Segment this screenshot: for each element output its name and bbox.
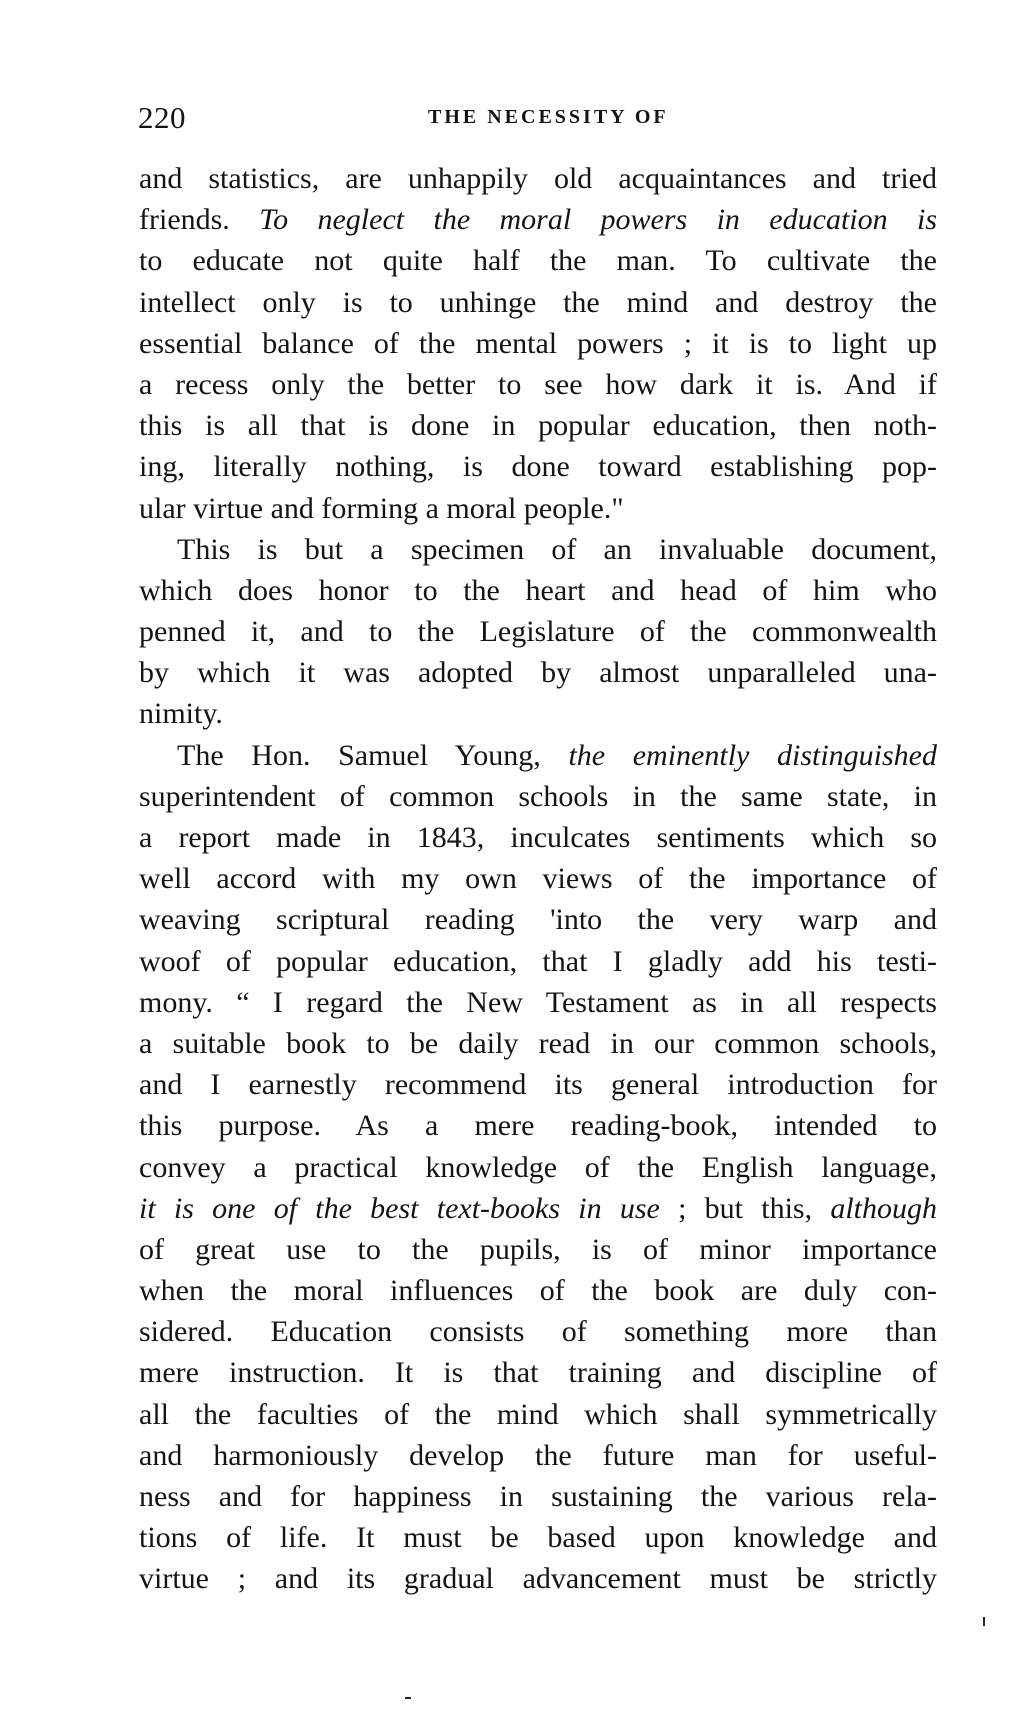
text-segment: penned it, and to the Legislature of the commonwealth <box>139 615 937 649</box>
text-line <box>139 941 937 982</box>
text-segment: ness and for happiness in sustaining the various rela- <box>139 1480 937 1513</box>
text-segment: sidered. Education consists of something more than <box>139 1315 937 1349</box>
text-segment: a suitable book to be daily read in our common schools, <box>139 1026 937 1060</box>
text-line <box>139 158 937 199</box>
text-segment: weaving scriptural reading 'into the very warp and <box>139 903 937 937</box>
text-segment: this purpose. As a mere reading-book, intended to <box>139 1109 937 1143</box>
text-segment: intellect only is to unhinge the mind and destroy the <box>139 285 937 319</box>
text-line <box>139 529 937 570</box>
text-line <box>139 488 937 529</box>
text-line <box>139 1147 937 1188</box>
text-line <box>139 364 937 405</box>
text-line <box>139 199 937 240</box>
text-segment: and I earnestly recommend its general introduction for <box>139 1068 937 1102</box>
text-line <box>139 282 937 323</box>
text-segment: The Hon. Samuel Young, <box>177 738 569 772</box>
text-segment: which does honor to the heart and head of him who <box>139 573 937 607</box>
text-segment: and statistics, are unhappily old acquaintances and tried <box>139 162 937 195</box>
text-line <box>139 323 937 364</box>
text-line <box>139 1352 937 1393</box>
text-segment: woof of popular education, that I gladly add his testi- <box>139 944 937 978</box>
text-segment: ular virtue and forming a moral people." <box>139 491 624 525</box>
scan-speck <box>983 1617 985 1626</box>
running-title: THE NECESSITY OF <box>428 106 669 128</box>
text-line <box>139 1476 937 1517</box>
text-line <box>139 611 937 652</box>
text-segment: mony. “ I regard the New Testament as in all respects <box>139 985 937 1019</box>
text-segment: this is all that is done in popular education, then noth- <box>139 409 937 443</box>
text-segment: superintendent of common schools in the same state, in <box>139 779 937 813</box>
text-line <box>139 1311 937 1352</box>
text-line <box>139 240 937 281</box>
text-line <box>139 982 937 1023</box>
text-segment: mere instruction. It is that training and discipline of <box>139 1356 937 1390</box>
text-line <box>139 405 937 446</box>
scan-speck <box>405 1697 411 1699</box>
text-line <box>139 735 937 776</box>
text-line <box>139 1023 937 1064</box>
text-line <box>139 1270 937 1311</box>
text-line <box>139 1517 937 1558</box>
text-segment: the eminently distinguished <box>568 738 938 772</box>
text-line <box>139 1188 937 1229</box>
text-segment: to educate not quite half the man. To cultivate the <box>139 244 937 278</box>
text-line <box>139 1558 937 1599</box>
text-segment: a recess only the better to see how dark it is. And if <box>139 367 937 401</box>
text-line <box>139 817 937 858</box>
text-segment: of great use to the pupils, is of minor importance <box>139 1232 937 1266</box>
text-segment: convey a practical knowledge of the English language, <box>139 1150 937 1184</box>
text-line <box>139 899 937 940</box>
text-segment: nimity. <box>139 697 223 731</box>
running-head <box>138 100 938 140</box>
text-segment: ing, literally nothing, is done toward establishing pop- <box>139 450 937 484</box>
text-line <box>139 776 937 817</box>
text-segment: To neglect the moral powers in education is <box>259 203 937 237</box>
body-text <box>139 158 937 1600</box>
text-segment: well accord with my own views of the importance of <box>139 862 937 896</box>
text-line <box>139 1064 937 1105</box>
text-line <box>139 1435 937 1476</box>
text-line <box>139 1229 937 1270</box>
text-line <box>139 1394 937 1435</box>
text-segment: a report made in 1843, inculcates sentiments which so <box>139 821 937 854</box>
text-segment: by which it was adopted by almost unparalleled una- <box>139 656 937 690</box>
text-segment: ; but this, <box>659 1191 831 1225</box>
text-segment: although <box>830 1191 937 1225</box>
text-segment: essential balance of the mental powers ; it is to light up <box>139 326 937 360</box>
text-segment: when the moral influences of the book are duly con- <box>139 1274 937 1308</box>
text-line <box>139 652 937 693</box>
text-segment: all the faculties of the mind which shall symmetrically <box>139 1397 937 1431</box>
text-line <box>139 570 937 611</box>
text-line <box>139 1105 937 1146</box>
text-segment: it is one of the best text-books in use <box>139 1191 660 1225</box>
text-line <box>139 693 937 734</box>
text-segment: This is but a specimen of an invaluable document, <box>177 532 937 566</box>
text-segment: friends. <box>139 203 260 237</box>
text-line <box>139 446 937 487</box>
text-segment: tions of life. It must be based upon knowledge and <box>139 1521 937 1555</box>
page-number: 220 <box>138 100 186 135</box>
text-segment: and harmoniously develop the future man for useful- <box>139 1438 937 1472</box>
text-segment: virtue ; and its gradual advancement must be strictly <box>139 1562 937 1596</box>
text-line <box>139 858 937 899</box>
